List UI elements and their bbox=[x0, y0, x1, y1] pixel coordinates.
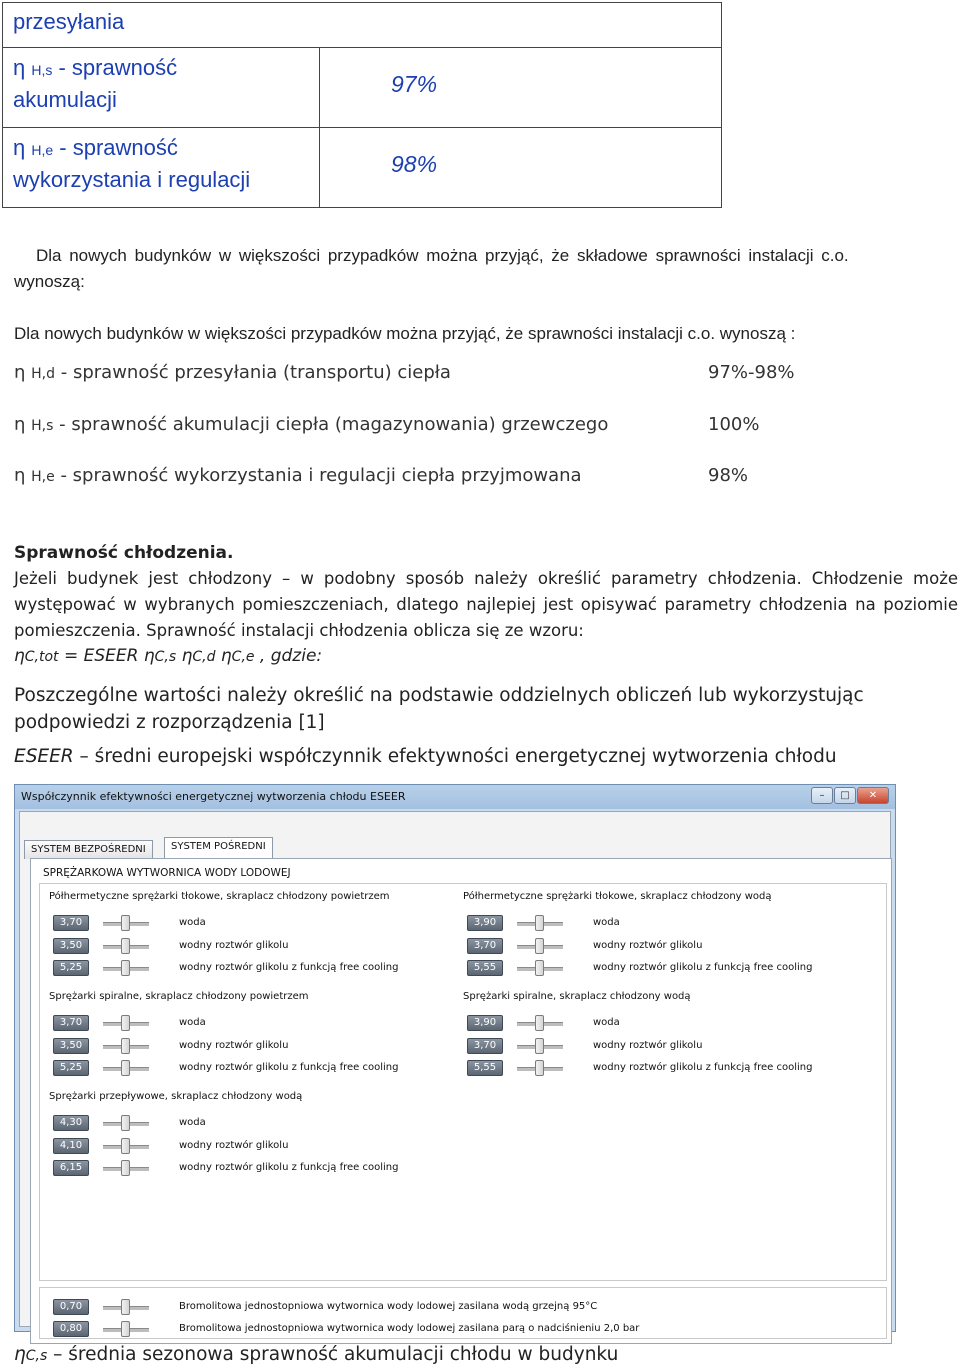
slider-thumb[interactable] bbox=[121, 1015, 130, 1031]
slider-thumb[interactable] bbox=[535, 1038, 544, 1054]
eseer-value-box[interactable]: 5,25 bbox=[53, 960, 89, 976]
group-title: Sprężarki przepływowe, skraplacz chłodzony wodą bbox=[49, 1091, 303, 1102]
dialog-title: Współczynnik efektywności energetycznej wytworzenia chłodu ESEER bbox=[21, 790, 406, 803]
slider-thumb[interactable] bbox=[535, 1015, 544, 1031]
slider-thumb[interactable] bbox=[121, 938, 130, 954]
option-label: wodny roztwór glikolu bbox=[593, 939, 703, 951]
cooling-formula: ηC,tot = ESEER ηC,s ηC,d ηC,e , gdzie: bbox=[14, 646, 323, 666]
eseer-value-box[interactable]: 3,50 bbox=[53, 1038, 89, 1054]
option-label: woda bbox=[179, 917, 206, 928]
eseer-value-box[interactable]: 3,70 bbox=[53, 915, 89, 931]
slider-thumb[interactable] bbox=[535, 1060, 544, 1076]
tab-direct-system[interactable]: SYSTEM BEZPOŚREDNI bbox=[24, 840, 153, 859]
slider-thumb[interactable] bbox=[121, 1138, 130, 1154]
eseer-value-box[interactable]: 5,25 bbox=[53, 1060, 89, 1076]
group-title: Półhermetyczne sprężarki tłokowe, skraplacz chłodzony powietrzem bbox=[49, 891, 390, 902]
group-title: Sprężarki spiralne, skraplacz chłodzony wodą bbox=[463, 991, 691, 1002]
option-label: wodny roztwór glikolu bbox=[179, 1039, 289, 1051]
slider-thumb[interactable] bbox=[121, 1160, 130, 1176]
table-row-2-label: η H,s - sprawność bbox=[13, 55, 178, 80]
paragraph-line: wynoszą: bbox=[14, 272, 85, 291]
option-label: wodny roztwór glikolu z funkcją free cooling bbox=[179, 1162, 399, 1173]
eseer-dialog bbox=[14, 784, 896, 1332]
dialog-title-bar bbox=[15, 785, 895, 809]
option-label: wodny roztwór glikolu z funkcją free cooling bbox=[593, 1062, 813, 1073]
eseer-value-box[interactable]: 3,70 bbox=[467, 1038, 503, 1054]
eseer-value-box[interactable]: 0,80 bbox=[53, 1321, 89, 1337]
eseer-value-box[interactable]: 3,50 bbox=[53, 938, 89, 954]
eseer-value-box[interactable]: 6,15 bbox=[53, 1160, 89, 1176]
cooling-paragraph-2: Poszczególne wartości należy określić na podstawie oddzielnych obliczeń lub wykorzystując podpowiedzi z rozporządzenia [1] bbox=[14, 685, 864, 733]
eseer-definition: ESEER – średni europejski współczynnik efektywności energetycznej wytworzenia chłodu bbox=[14, 746, 837, 767]
slider-thumb[interactable] bbox=[121, 1321, 130, 1337]
section-title: SPRĘŻARKOWA WYTWORNICA WODY LODOWEJ bbox=[43, 867, 291, 879]
slider-thumb[interactable] bbox=[535, 960, 544, 976]
eseer-value-box[interactable]: 3,90 bbox=[467, 915, 503, 931]
compressor-group-frame bbox=[39, 883, 887, 1281]
table-row-2-value: 97% bbox=[391, 71, 438, 97]
option-label: woda bbox=[179, 1017, 206, 1028]
option-label: wodny roztwór glikolu bbox=[179, 1139, 289, 1151]
dialog-client bbox=[19, 811, 891, 1334]
option-label: wodny roztwór glikolu bbox=[179, 939, 289, 951]
maximize-button[interactable]: □ bbox=[834, 787, 856, 804]
option-label: wodny roztwór glikolu z funkcją free cooling bbox=[593, 962, 813, 973]
eseer-value-box[interactable]: 3,70 bbox=[53, 1015, 89, 1031]
slider-thumb[interactable] bbox=[121, 1060, 130, 1076]
efficiency-value: 100% bbox=[708, 414, 760, 435]
group-title: Sprężarki spiralne, skraplacz chłodzony powietrzem bbox=[49, 991, 309, 1002]
table-row-3-value: 98% bbox=[391, 151, 438, 177]
option-label: wodny roztwór glikolu z funkcją free cooling bbox=[179, 962, 399, 973]
table-divider bbox=[3, 127, 721, 128]
slider-thumb[interactable] bbox=[121, 1115, 130, 1131]
option-label: woda bbox=[593, 1017, 620, 1028]
table-row-2-label-cont: akumulacji bbox=[13, 87, 117, 112]
section-heading: Sprawność chłodzenia. bbox=[14, 543, 234, 563]
option-label: woda bbox=[179, 1117, 206, 1128]
slider-thumb[interactable] bbox=[535, 938, 544, 954]
close-button[interactable]: ✕ bbox=[857, 787, 889, 804]
eseer-value-box[interactable]: 0,70 bbox=[53, 1299, 89, 1315]
slider-thumb[interactable] bbox=[121, 1038, 130, 1054]
eseer-value-box[interactable]: 4,10 bbox=[53, 1138, 89, 1154]
slider-thumb[interactable] bbox=[121, 960, 130, 976]
option-label: woda bbox=[593, 917, 620, 928]
tab-indirect-system[interactable]: SYSTEM POŚREDNI bbox=[164, 837, 273, 859]
slider-thumb[interactable] bbox=[121, 1299, 130, 1315]
tab-panel bbox=[30, 858, 892, 1344]
table-row-3-label-cont: wykorzystania i regulacji bbox=[13, 167, 251, 192]
eseer-value-box[interactable]: 4,30 bbox=[53, 1115, 89, 1131]
efficiency-row: η H,d - sprawność przesyłania (transportu) ciepła 97%-98% bbox=[14, 362, 795, 383]
footer-definition: ηC,s – średnia sezonowa sprawność akumulacji chłodu w budynku bbox=[14, 1344, 619, 1365]
option-label: Bromolitowa jednostopniowa wytwornica wody lodowej zasilana wodą grzejną 95°C bbox=[179, 1301, 598, 1312]
eseer-value-box[interactable]: 5,55 bbox=[467, 1060, 503, 1076]
paragraph-line: Dla nowych budynków w większości przypadków można przyjąć, że składowe sprawności instalacji c.o. bbox=[36, 246, 849, 265]
slider-thumb[interactable] bbox=[535, 915, 544, 931]
window-buttons bbox=[811, 787, 891, 805]
minimize-button[interactable]: – bbox=[811, 787, 833, 804]
efficiency-value: 98% bbox=[708, 465, 749, 486]
efficiency-row: η H,e - sprawność wykorzystania i regulacji ciepła przyjmowana 98% bbox=[14, 465, 749, 486]
eseer-value-box[interactable]: 3,70 bbox=[467, 938, 503, 954]
eseer-value-box[interactable]: 3,90 bbox=[467, 1015, 503, 1031]
group-title: Półhermetyczne sprężarki tłokowe, skraplacz chłodzony wodą bbox=[463, 891, 772, 902]
option-label: Bromolitowa jednostopniowa wytwornica wody lodowej zasilana parą o nadciśnieniu 2,0 bar bbox=[179, 1323, 640, 1334]
slider-thumb[interactable] bbox=[121, 915, 130, 931]
table-row-3-label: η H,e - sprawność bbox=[13, 135, 178, 160]
table-row-1-label: przesyłania bbox=[13, 9, 125, 34]
cooling-paragraph: Jeżeli budynek jest chłodzony – w podobny sposób należy określić parametry chłodzenia. Chłodzenie może występować w wybranych pomieszczeniach, dlatego najlepiej jest opisywać parametry chłodzenia na poziomie pomieszczenia. Sprawność instalacji chłodzenia oblicza się ze wzoru: bbox=[14, 569, 958, 640]
table-divider bbox=[3, 47, 721, 48]
option-label: wodny roztwór glikolu bbox=[593, 1039, 703, 1051]
eseer-value-box[interactable]: 5,55 bbox=[467, 960, 503, 976]
option-label: wodny roztwór glikolu z funkcją free cooling bbox=[179, 1062, 399, 1073]
paragraph: Dla nowych budynków w większości przypadków można przyjąć, że sprawności instalacji c.o. wynoszą : bbox=[14, 324, 796, 343]
table-divider bbox=[319, 47, 320, 207]
efficiency-value: 97%-98% bbox=[708, 362, 795, 383]
efficiency-table bbox=[2, 2, 722, 208]
efficiency-row: η H,s - sprawność akumulacji ciepła (magazynowania) grzewczego 100% bbox=[14, 414, 760, 435]
